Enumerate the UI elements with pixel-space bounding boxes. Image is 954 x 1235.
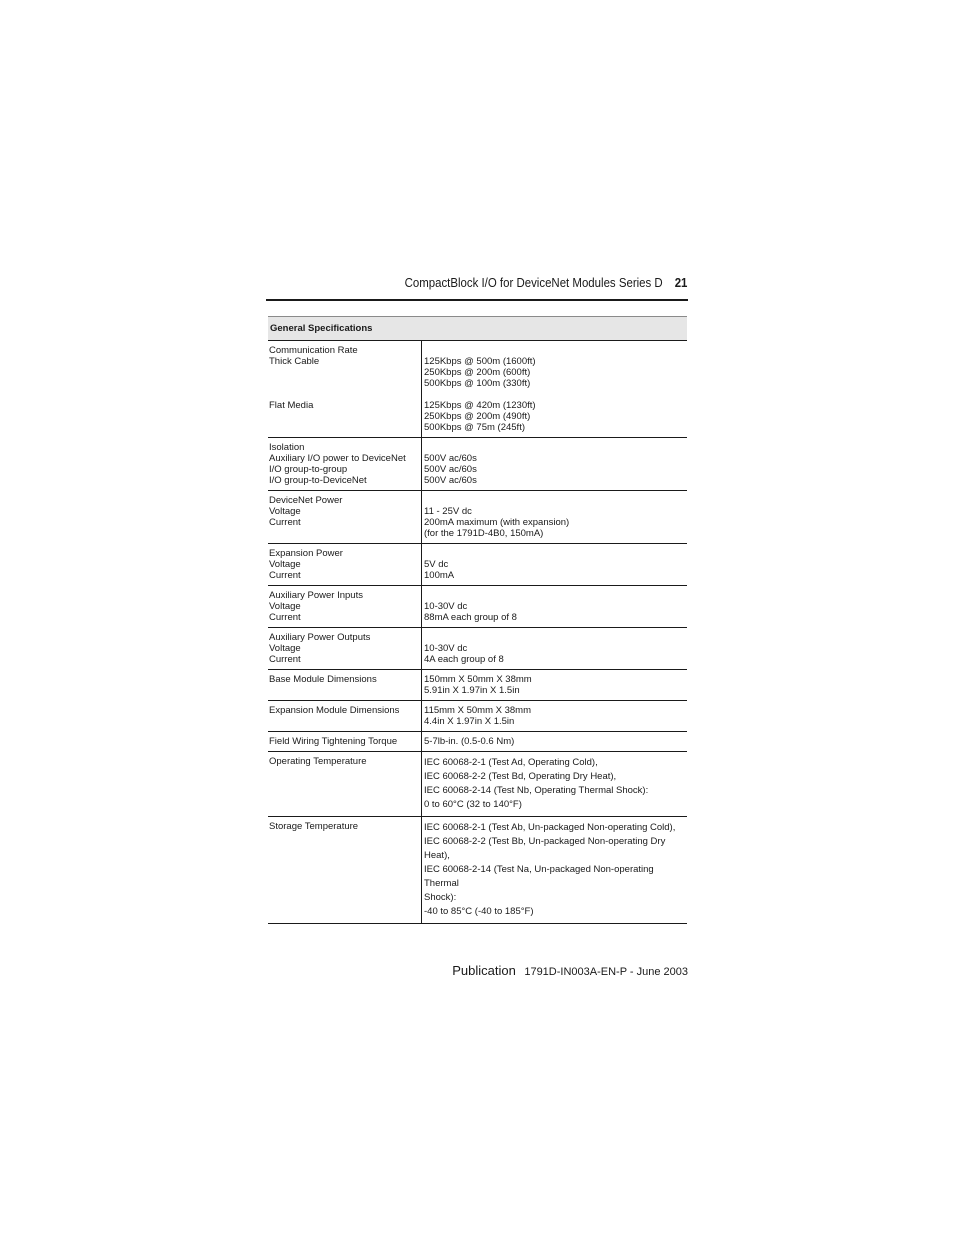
cell-line: IEC 60068-2-1 (Test Ab, Un-packaged Non-operating Cold),: [424, 822, 676, 833]
cell-line: 5.91in X 1.97in X 1.5in: [424, 685, 520, 696]
cell-line: Current: [269, 612, 301, 623]
cell-line: 11 - 25V dc: [424, 506, 472, 517]
table-row: [268, 491, 687, 544]
cell-line: Thick Cable: [269, 356, 320, 367]
cell-line: 500V ac/60s: [424, 475, 477, 486]
cell-line: Auxiliary Power Inputs: [269, 590, 363, 601]
cell-line: Voltage: [269, 601, 301, 612]
line-spacer: [269, 389, 421, 400]
cell-line: IEC 60068-2-1 (Test Ad, Operating Cold),: [424, 757, 598, 768]
table-row: [268, 628, 687, 670]
cell-line: 4A each group of 8: [424, 654, 504, 665]
line-spacer: [269, 378, 421, 389]
cell-line: Auxiliary Power Outputs: [269, 632, 371, 643]
spec-value-cell: [422, 670, 688, 701]
cell-line: DeviceNet Power: [269, 495, 343, 506]
cell-line: Current: [269, 517, 301, 528]
cell-line: 5V dc: [424, 559, 449, 570]
cell-line: Expansion Module Dimensions: [269, 705, 400, 716]
cell-line: -40 to 85°C (-40 to 185°F): [424, 906, 534, 917]
spec-value-cell: [422, 732, 688, 752]
table-row: [268, 544, 687, 586]
cell-line: Storage Temperature: [269, 821, 359, 832]
spec-value-cell: [422, 752, 688, 817]
table-row: [268, 732, 687, 752]
publication-id: 1791D-IN003A-EN-P - June 2003: [524, 966, 688, 978]
general-specifications-table: [268, 316, 687, 924]
cell-line: 115mm X 50mm X 38mm: [424, 705, 531, 716]
cell-line: Current: [269, 570, 301, 581]
cell-line: (for the 1791D-4B0, 150mA): [424, 528, 544, 539]
spec-label-cell: [268, 628, 422, 670]
spec-label-cell: [268, 670, 422, 701]
table-row: [268, 752, 687, 817]
table-row: [268, 817, 687, 924]
cell-line: 150mm X 50mm X 38mm: [424, 674, 532, 685]
cell-line: Operating Temperature: [269, 756, 367, 767]
cell-line: 500V ac/60s: [424, 453, 477, 464]
spec-value-cell: [422, 628, 688, 670]
cell-line: Shock):: [424, 892, 457, 903]
cell-line: 250Kbps @ 200m (490ft): [424, 411, 531, 422]
spec-value-cell: [422, 438, 688, 491]
cell-line: Base Module Dimensions: [269, 674, 377, 685]
spec-value-cell: [422, 701, 688, 732]
publication-label: Publication: [452, 963, 516, 978]
cell-line: Flat Media: [269, 400, 314, 411]
line-spacer: [424, 495, 687, 506]
cell-line: IEC 60068-2-2 (Test Bd, Operating Dry Heat),: [424, 771, 617, 782]
cell-line: I/O group-to-group: [269, 464, 348, 475]
cell-line: Voltage: [269, 506, 301, 517]
document-title: CompactBlock I/O for DeviceNet Modules Series D: [404, 275, 663, 290]
table-row: [268, 341, 687, 438]
header-rule: [266, 299, 688, 301]
cell-line: Auxiliary I/O power to DeviceNet: [269, 453, 406, 464]
cell-line: Current: [269, 654, 301, 665]
cell-line: I/O group-to-DeviceNet: [269, 475, 367, 486]
line-spacer: [424, 548, 687, 559]
line-spacer: [424, 442, 687, 453]
cell-line: 250Kbps @ 200m (600ft): [424, 367, 531, 378]
line-spacer: [424, 345, 687, 356]
table-heading: General Specifications: [268, 317, 687, 341]
line-spacer: [424, 590, 687, 601]
cell-line: 100mA: [424, 570, 455, 581]
cell-line: Voltage: [269, 643, 301, 654]
cell-line: Communication Rate: [269, 345, 358, 356]
cell-line: 0 to 60°C (32 to 140°F): [424, 799, 522, 810]
cell-line: 5-7lb-in. (0.5-0.6 Nm): [424, 736, 515, 747]
spec-label-cell: [268, 817, 422, 924]
cell-line: IEC 60068-2-14 (Test Nb, Operating Thermal Shock):: [424, 785, 649, 796]
spec-value-cell: [422, 544, 688, 586]
cell-line: 500Kbps @ 75m (245ft): [424, 422, 526, 433]
line-spacer: [269, 367, 421, 378]
spec-value-cell: [422, 817, 688, 924]
table-row: [268, 438, 687, 491]
page-footer: [452, 962, 688, 980]
cell-line: IEC 60068-2-2 (Test Bb, Un-packaged Non-operating Dry Heat),: [424, 836, 666, 861]
cell-line: IEC 60068-2-14 (Test Na, Un-packaged Non-operating Thermal: [424, 864, 654, 889]
table-row: [268, 586, 687, 628]
table-row: [268, 670, 687, 701]
spec-label-cell: [268, 544, 422, 586]
cell-line: Expansion Power: [269, 548, 343, 559]
spec-label-cell: [268, 341, 422, 438]
page-number: 21: [674, 275, 687, 290]
spec-label-cell: [268, 491, 422, 544]
cell-line: 88mA each group of 8: [424, 612, 517, 623]
running-header: [404, 275, 687, 290]
cell-line: Isolation: [269, 442, 305, 453]
spec-label-cell: [268, 586, 422, 628]
spec-label-cell: [268, 438, 422, 491]
cell-line: 10-30V dc: [424, 601, 468, 612]
spec-value-cell: [422, 341, 688, 438]
cell-line: 125Kbps @ 500m (1600ft): [424, 356, 536, 367]
spec-value-cell: [422, 491, 688, 544]
cell-line: 125Kbps @ 420m (1230ft): [424, 400, 536, 411]
cell-line: Field Wiring Tightening Torque: [269, 736, 398, 747]
cell-line: 500Kbps @ 100m (330ft): [424, 378, 531, 389]
table-row: [268, 701, 687, 732]
spec-label-cell: [268, 752, 422, 817]
cell-line: Voltage: [269, 559, 301, 570]
cell-line: 10-30V dc: [424, 643, 468, 654]
spec-label-cell: [268, 701, 422, 732]
spec-label-cell: [268, 732, 422, 752]
cell-line: 500V ac/60s: [424, 464, 477, 475]
line-spacer: [424, 389, 687, 400]
cell-line: 200mA maximum (with expansion): [424, 517, 570, 528]
spec-value-cell: [422, 586, 688, 628]
cell-line: 4.4in X 1.97in X 1.5in: [424, 716, 515, 727]
line-spacer: [424, 632, 687, 643]
